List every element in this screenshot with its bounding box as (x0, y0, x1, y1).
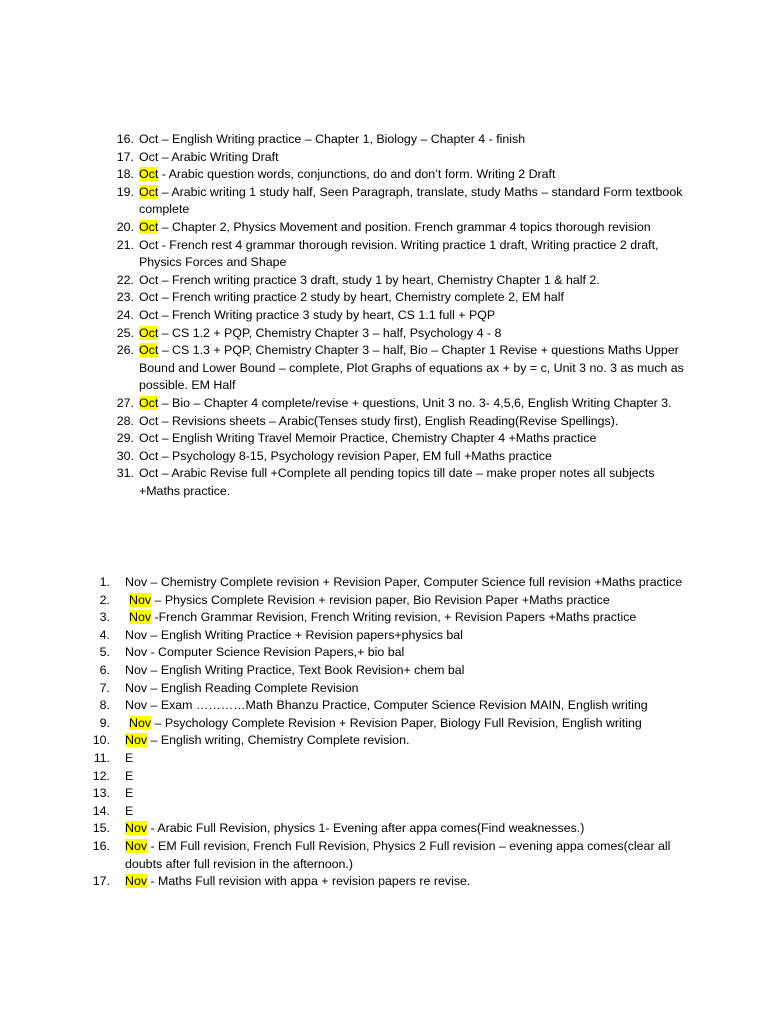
list-item-month: E (125, 750, 134, 765)
list-item-text: – Chemistry Complete revision + Revision Paper, Computer Science full revision +Maths practice (147, 575, 683, 589)
list-item-number: 17. (116, 149, 134, 164)
list-item-text: – French writing practice 2 study by heart, Chemistry complete 2, EM half (158, 290, 564, 305)
list-item-number: 1. (99, 575, 110, 589)
list-item-month: Oct (139, 149, 159, 164)
list-item-month: Oct (139, 466, 159, 481)
list-item-number: 3. (99, 610, 110, 625)
list-item-month: Oct (139, 290, 159, 305)
list-item-month: E (125, 803, 134, 818)
list-item-number: 2. (99, 592, 110, 607)
list-item (86, 750, 690, 768)
list-item-month: Oct (139, 167, 159, 182)
list-item-text: - Computer Science Revision Papers,+ bio bal (147, 645, 405, 660)
list-item-month: Oct (139, 431, 159, 446)
list-item-month: Oct (139, 413, 159, 428)
list-item-text: – French Writing practice 3 study by heart, CS 1.1 full + PQP (158, 307, 496, 322)
list-item-number: 25. (116, 325, 134, 340)
list-item (100, 166, 690, 184)
list-item-month: Nov (125, 874, 148, 889)
list-item-month: Oct (139, 272, 159, 287)
list-item-text: – CS 1.3 + PQP, Chemistry Chapter 3 – half, Bio – Chapter 1 Revise + questions Maths Upper Bound and Lower Bound – complete, Plot Graphs of equations ax + by = c, Unit 3 no. 3 as much as possible. EM Half (139, 343, 684, 393)
list-item-text: – French writing practice 3 draft, study 1 by heart, Chemistry Chapter 1 & half 2. (158, 272, 600, 287)
list-item-text: – English Writing Practice, Text Book Revision+ chem bal (147, 662, 465, 677)
list-item-text: – Arabic Writing Draft (158, 149, 279, 164)
list-item-number: 11. (93, 750, 110, 765)
list-item-number: 27. (116, 395, 134, 410)
list-item (86, 680, 690, 698)
list-item (86, 662, 690, 680)
list-item-number: 13. (92, 786, 110, 801)
list-item (86, 873, 690, 891)
list-item-number: 14. (92, 803, 110, 818)
list-item-number: 16. (92, 838, 110, 853)
list-item (100, 325, 690, 343)
list-item-month: Nov (129, 592, 152, 607)
list-item-text: – Physics Complete Revision + revision paper, Bio Revision Paper +Maths practice (151, 592, 610, 607)
list-item-number: 30. (116, 448, 134, 463)
list-item (100, 465, 690, 500)
list-item (86, 609, 690, 627)
list-item-number: 21. (116, 237, 134, 252)
list-item-number: 20. (116, 219, 134, 234)
list-item-text: – English Writing Practice + Revision papers+physics bal (147, 627, 463, 642)
list-item-text: - French rest 4 grammar thorough revision. Writing practice 1 draft, Writing practice 2 draft, Physics Forces and Shape (139, 237, 659, 270)
list-item-month: Oct (139, 184, 159, 199)
list-item (86, 574, 690, 592)
list-item-month: Nov (125, 662, 148, 677)
list-item-number: 28. (116, 413, 134, 428)
list-item-text: – Psychology 8-15, Psychology revision Paper, EM full +Maths practice (158, 448, 552, 463)
list-item-text: – CS 1.2 + PQP, Chemistry Chapter 3 – half, Psychology 4 - 8 (158, 325, 502, 340)
list-item (86, 627, 690, 645)
list-item-text: – Psychology Complete Revision + Revision Paper, Biology Full Revision, English writing (151, 715, 642, 730)
list-item-text: – English writing, Chemistry Complete revision. (147, 733, 410, 748)
list-item-number: 8. (99, 698, 110, 713)
list-item-number: 4. (99, 627, 110, 642)
list-item-month: Nov (125, 627, 148, 642)
list-item-number: 31. (116, 466, 134, 481)
list-item-number: 15. (92, 821, 110, 836)
list-item (86, 785, 690, 803)
list-item-text: – Arabic Revise full +Complete all pending topics till date – make proper notes all subjects +Maths practice. (139, 466, 655, 498)
list-item-number: 29. (116, 431, 134, 446)
list-item-text: – English Reading Complete Revision (147, 680, 359, 695)
november-schedule-list (86, 574, 690, 891)
list-item-text: – Chapter 2, Physics Movement and position. French grammar 4 topics thorough revision (158, 219, 651, 234)
list-item-number: 9. (99, 715, 110, 730)
list-item-month: Nov (125, 575, 148, 589)
list-item-number: 16. (116, 132, 134, 146)
list-item-month: Nov (129, 610, 152, 625)
list-item-text: – Bio – Chapter 4 complete/revise + questions, Unit 3 no. 3- 4,5,6, English Writing Chapter 3. (158, 395, 672, 410)
list-item (100, 413, 690, 431)
list-item-month: Oct (139, 325, 159, 340)
list-item-number: 5. (99, 645, 110, 660)
list-item (100, 131, 690, 149)
list-item-month: Oct (139, 307, 159, 322)
list-item-text: - Arabic question words, conjunctions, do and don’t form. Writing 2 Draft (158, 167, 556, 182)
list-item-text: – English Writing practice – Chapter 1, Biology – Chapter 4 - finish (158, 132, 526, 146)
list-item (100, 430, 690, 448)
list-item (86, 838, 690, 873)
list-item-text: - Arabic Full Revision, physics 1- Evening after appa comes(Find weaknesses.) (147, 821, 585, 836)
list-item-month: Nov (125, 733, 148, 748)
list-item-month: Nov (129, 715, 152, 730)
list-item-month: Oct (139, 343, 159, 358)
list-item (86, 768, 690, 786)
list-item-month: Nov (125, 645, 148, 660)
list-item (86, 715, 690, 733)
list-item (86, 820, 690, 838)
list-item-month: E (125, 768, 134, 783)
list-item-number: 7. (99, 680, 110, 695)
list-item-text: -French Grammar Revision, French Writing revision, + Revision Papers +Maths practice (151, 610, 637, 625)
list-item-text: – English Writing Travel Memoir Practice, Chemistry Chapter 4 +Maths practice (158, 431, 597, 446)
list-item-month: Oct (139, 132, 159, 146)
list-item-number: 22. (116, 272, 134, 287)
list-item (100, 342, 690, 395)
list-item (100, 219, 690, 237)
list-item-number: 23. (116, 290, 134, 305)
list-item-number: 18. (116, 167, 134, 182)
list-item-number: 17. (92, 874, 110, 889)
list-item (86, 697, 690, 715)
list-item-month: Nov (125, 680, 148, 695)
list-item-month: Oct (139, 448, 159, 463)
october-schedule-list (100, 131, 690, 500)
list-item-text: – Arabic writing 1 study half, Seen Paragraph, translate, study Maths – standard Form textbook complete (139, 184, 683, 217)
list-item-month: Nov (125, 698, 148, 713)
list-item-number: 24. (116, 307, 134, 322)
list-item-month: Oct (139, 395, 159, 410)
list-item-month: Nov (125, 821, 148, 836)
list-item-number: 12. (92, 768, 110, 783)
list-item (100, 149, 690, 167)
list-item (100, 395, 690, 413)
list-item-number: 10. (92, 733, 110, 748)
list-item-text: - EM Full revision, French Full Revision, Physics 2 Full revision – evening appa comes(clear all doubts after full revision in the afternoon.) (125, 838, 671, 871)
list-item-number: 6. (99, 662, 110, 677)
list-item (86, 644, 690, 662)
list-item (100, 289, 690, 307)
list-item (100, 307, 690, 325)
list-item (100, 184, 690, 219)
list-item (86, 803, 690, 821)
list-item-month: Nov (125, 838, 148, 853)
list-item-text: - Maths Full revision with appa + revision papers re revise. (147, 874, 471, 889)
list-item-text: – Exam …………Math Bhanzu Practice, Computer Science Revision MAIN, English writing (147, 698, 648, 713)
list-item (100, 272, 690, 290)
list-item-number: 19. (116, 184, 134, 199)
list-item-month: Oct (139, 219, 159, 234)
list-item-number: 26. (116, 343, 134, 358)
list-item (100, 448, 690, 466)
list-item (86, 592, 690, 610)
list-item (86, 732, 690, 750)
list-item-month: Oct (139, 237, 159, 252)
list-item-month: E (125, 786, 134, 801)
list-item (100, 237, 690, 272)
list-item-text: – Revisions sheets – Arabic(Tenses study first), English Reading(Revise Spellings). (158, 413, 619, 428)
